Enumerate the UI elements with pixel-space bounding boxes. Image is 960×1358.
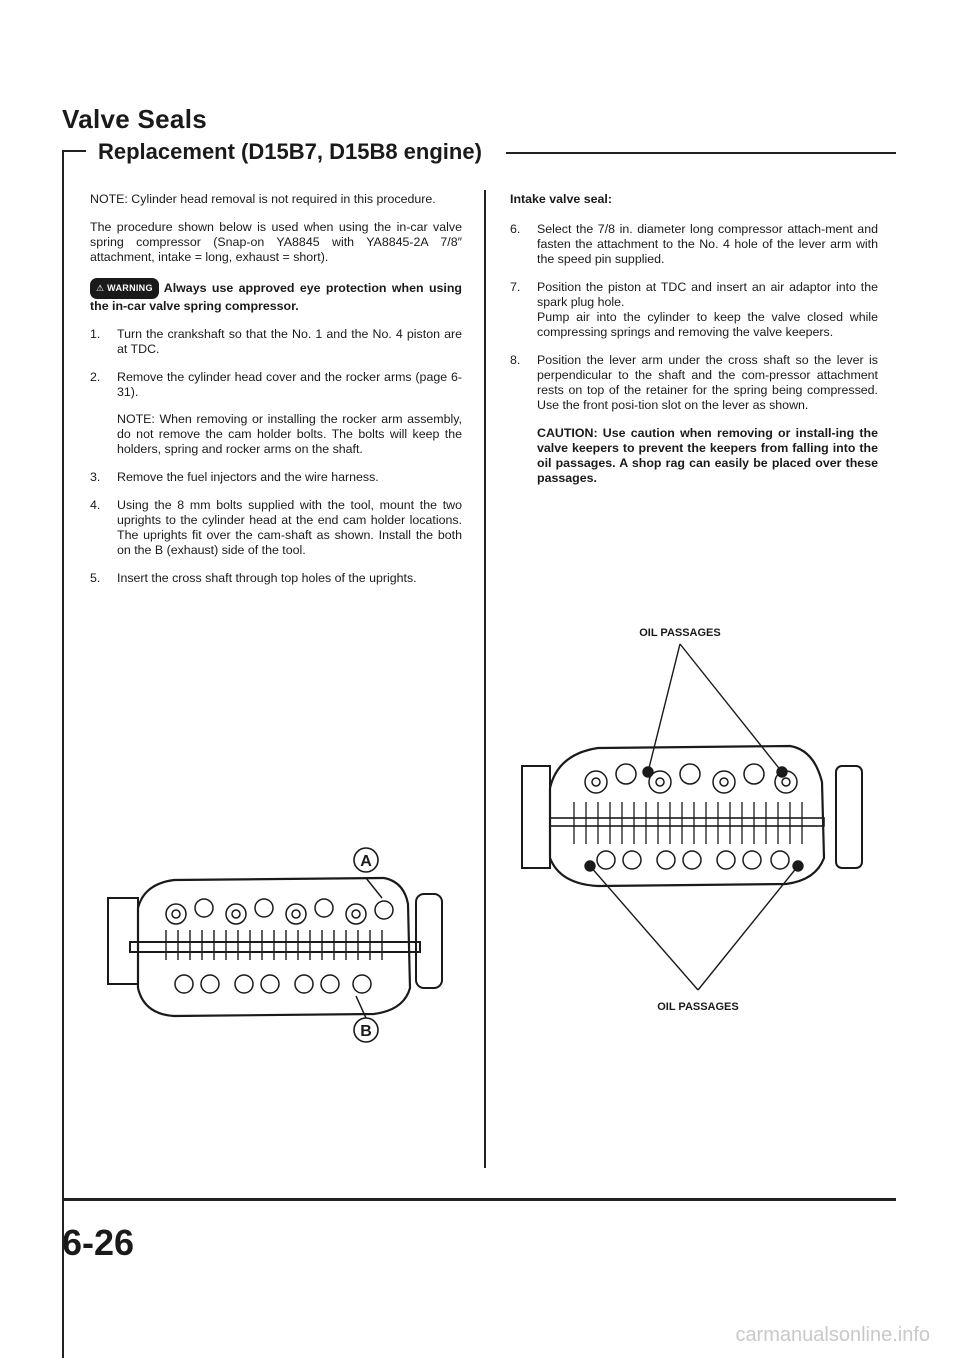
lower-rockers xyxy=(175,975,371,993)
head-end-right xyxy=(836,766,862,868)
step-text: Remove the fuel injectors and the wire harness. xyxy=(117,470,379,484)
step-number: 2. xyxy=(90,370,101,384)
procedure-intro: The procedure shown below is used when using the in-car valve spring compressor (Snap-on YA8845 with YA8845-2A 7/8″ attachment, intake = long, exhaust = short). xyxy=(90,220,462,264)
step-3 xyxy=(90,470,462,485)
rocker-assembly xyxy=(166,899,393,924)
valve-springs xyxy=(166,930,382,960)
oil-passages-label-top: OIL PASSAGES xyxy=(639,627,721,639)
section-bracket xyxy=(62,150,64,1358)
step-2 xyxy=(90,370,462,457)
section-rule xyxy=(506,152,896,154)
page-number: 6-26 xyxy=(62,1222,135,1263)
step-1 xyxy=(90,327,462,357)
oil-passages-label-bottom: OIL PASSAGES xyxy=(657,1001,739,1013)
watermark: carmanualsonline.info xyxy=(735,1324,930,1346)
oil-passages-figure xyxy=(514,622,874,1020)
warning-text: Always use approved eye protection when using the in-car valve spring compressor. xyxy=(90,281,462,313)
cross-shaft xyxy=(130,942,420,952)
valve-springs xyxy=(574,802,802,844)
step-2-note: NOTE: When removing or installing the rocker arm assembly, do not remove the cam holder bolts. The bolts will keep the holders, spring and rocker arms on the shaft. xyxy=(117,412,462,456)
figure-label-a: A xyxy=(360,853,372,870)
step-6 xyxy=(510,222,878,267)
step-7 xyxy=(510,280,878,340)
step-text: Insert the cross shaft through top holes of the uprights. xyxy=(117,571,417,585)
bottom-rule xyxy=(62,1198,896,1201)
cross-shaft xyxy=(550,818,824,826)
step-7-extra: Pump air into the cylinder to keep the valve closed while compressing springs and removing the valve keepers. xyxy=(537,310,878,339)
step-number: 1. xyxy=(90,327,101,341)
step-5 xyxy=(90,571,462,586)
figure-label-b: B xyxy=(360,1023,372,1040)
lower-journals xyxy=(597,851,789,869)
head-end-left xyxy=(522,766,550,868)
step-number: 5. xyxy=(90,571,101,585)
page-title: Valve Seals xyxy=(62,104,207,134)
section-title: Replacement (D15B7, D15B8 engine) xyxy=(98,139,482,164)
step-text: Using the 8 mm bolts supplied with the tool, mount the two uprights to the cylinder head at the end cam holder locations. The uprights fit over the cam-shaft as shown. Install the both on the B (exhaust) side of the tool. xyxy=(117,498,462,557)
step-text: Remove the cylinder head cover and the rocker arms (page 6-31). xyxy=(117,370,462,399)
caution-block: CAUTION: Use caution when removing or install-ing the valve keepers to prevent the keepers from falling into the oil passages. A shop rag can easily be placed over these passages. xyxy=(537,426,878,485)
step-4 xyxy=(90,498,462,558)
step-number: 6. xyxy=(510,222,521,236)
left-column xyxy=(90,192,462,599)
section-bracket-top xyxy=(62,150,86,152)
step-text: Position the lever arm under the cross shaft so the lever is perpendicular to the shaft and the com-pressor attachment rests on top of the retainer for the spring being compressed. Use the front posi-tion slot on the lever as shown. xyxy=(537,353,878,412)
warning-block xyxy=(90,278,462,314)
callout-lines xyxy=(356,878,382,1018)
note-cylinder-head: NOTE: Cylinder head removal is not required in this procedure. xyxy=(90,192,436,206)
step-text: Select the 7/8 in. diameter long compressor attach-ment and fasten the attachment to the No. 4 hole of the lever arm with the speed pin supplied. xyxy=(537,222,878,266)
cam-journals xyxy=(585,764,797,793)
intake-valve-heading: Intake valve seal: xyxy=(510,192,612,206)
step-number: 7. xyxy=(510,280,521,294)
step-text: Turn the crankshaft so that the No. 1 and the No. 4 piston are at TDC. xyxy=(117,327,462,356)
compressor-figure xyxy=(104,838,452,1046)
column-divider xyxy=(484,190,486,1168)
step-number: 4. xyxy=(90,498,101,512)
pointer-lines-top xyxy=(648,644,782,772)
step-number: 3. xyxy=(90,470,101,484)
step-number: 8. xyxy=(510,353,521,367)
right-column xyxy=(510,192,878,486)
warning-badge-label: WARNING xyxy=(107,283,153,293)
step-text: Position the piston at TDC and insert an air adaptor into the spark plug hole. xyxy=(537,280,878,309)
warning-badge: ⚠ WARNING xyxy=(90,278,159,299)
step-8 xyxy=(510,353,878,413)
